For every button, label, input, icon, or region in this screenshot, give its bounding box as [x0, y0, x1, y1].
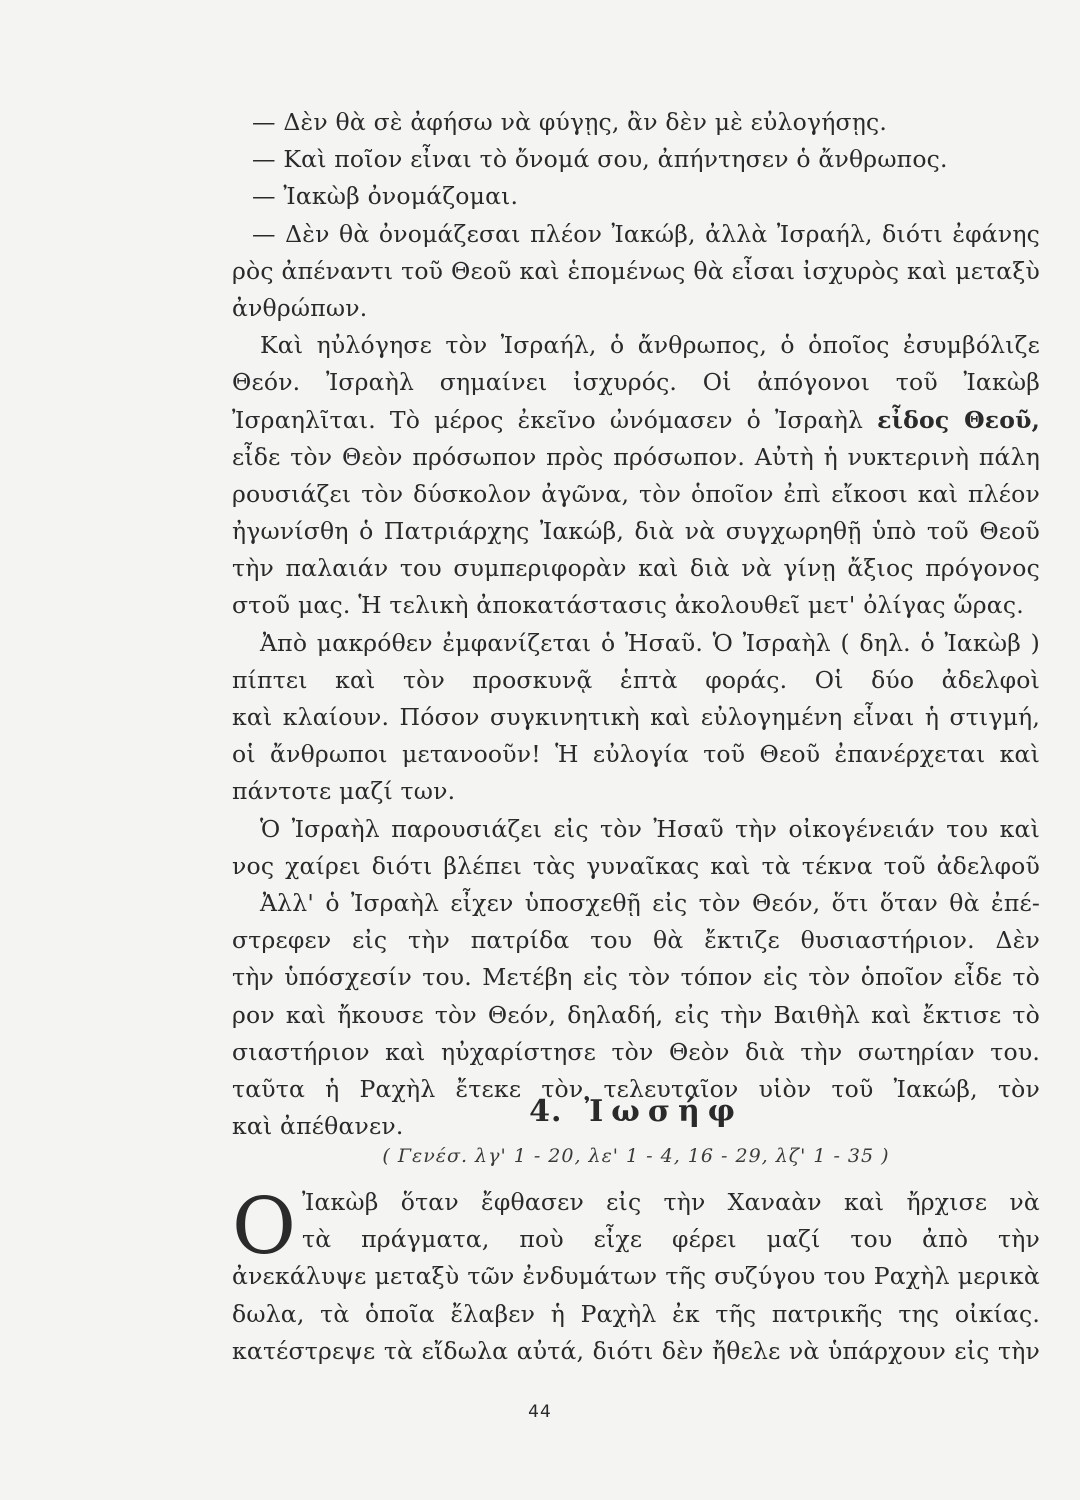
text-line: Ἀλλ' ὁ Ἰσραὴλ εἶχεν ὑποσχεθῇ εἰς τὸν Θεόν, ὅτι ὅταν θὰ ἐπέ-	[260, 888, 1040, 917]
text-line: τὴν ὑπόσχεσίν του. Μετέβη εἰς τὸν τόπον εἰς τὸν ὁποῖον εἶδε τὸ	[232, 963, 1040, 992]
text-line: νος χαίρει διότι βλέπει τὰς γυναῖκας καὶ τὰ τέκνα τοῦ ἀδελφοῦ	[232, 851, 1040, 880]
text-line: καὶ κλαίουν. Πόσον συγκινητικὴ καὶ εὐλογημένη εἶναι ἡ στιγμή,	[232, 703, 1040, 731]
text-line: κατέστρεψε τὰ εἴδωλα αὐτά, διότι δὲν ἤθελε νὰ ὑπάρχουν εἰς τὴν	[232, 1336, 1040, 1365]
text-line: Ὁ Ἰσραὴλ παρουσιάζει εἰς τὸν Ἠσαῦ τὴν οἰκογένειάν του καὶ	[260, 814, 1040, 843]
text-segment: Ἰσραηλῖται. Τὸ μέρος ἐκεῖνο ὠνόμασεν ὁ Ἰσραὴλ	[232, 405, 864, 434]
section-title: Ἰωσήφ	[584, 1094, 743, 1129]
text-line: ρουσιάζει τὸν δύσκολον ἀγῶνα, τὸν ὁποῖον ἐπὶ εἴκοσι καὶ πλέον	[232, 479, 1040, 508]
text-line: στοῦ μας. Ἡ τελικὴ ἀποκατάστασις ἀκολουθεῖ μετ' ὀλίγας ὥρας.	[232, 591, 1024, 620]
text-line: πίπτει καὶ τὸν προσκυνᾷ ἑπτὰ φοράς. Οἱ δύο ἀδελφοὶ	[232, 665, 1040, 694]
text-line-with-bold	[232, 402, 1040, 439]
page-number: 44	[528, 1402, 552, 1422]
text-line: ρον καὶ ἤκουσε τὸν Θεόν, δηλαδή, εἰς τὴν Βαιθὴλ καὶ ἔκτισε τὸ	[232, 1000, 1040, 1029]
section-body-text	[232, 1184, 1040, 1370]
text-line: ἀνθρώπων.	[232, 293, 368, 322]
text-line: πάντοτε μαζί των.	[232, 777, 456, 806]
body-text	[232, 104, 1040, 1145]
text-line: ρὸς ἀπέναντι τοῦ Θεοῦ καὶ ἑπομένως θὰ εἶσαι ἰσχυρὸς καὶ μεταξὺ	[232, 256, 1040, 285]
text-line: ἠγωνίσθη ὁ Πατριάρχης Ἰακώβ, διὰ νὰ συγχωρηθῇ ὑπὸ τοῦ Θεοῦ	[232, 517, 1040, 546]
text-line: τὴν παλαιάν του συμπεριφορὰν καὶ διὰ νὰ γίνῃ ἄξιος πρόγονος	[232, 554, 1040, 583]
text-line: Ἰακὼβ ὅταν ἔφθασεν εἰς τὴν Χαναὰν καὶ ἤρχισε νὰ	[302, 1188, 1040, 1216]
text-line: — Ἰακὼβ ὀνομάζομαι.	[252, 182, 519, 211]
text-line: Θεόν. Ἰσραὴλ σημαίνει ἰσχυρός. Οἱ ἀπόγονοι τοῦ Ἰακὼβ	[232, 368, 1040, 397]
section-heading	[232, 1090, 1040, 1134]
text-line: τὰ πράγματα, ποὺ εἶχε φέρει μαζί του ἀπὸ τὴν	[302, 1225, 1040, 1254]
drop-cap: Ο	[232, 1182, 297, 1272]
text-line: — Δὲν θὰ σὲ ἀφήσω νὰ φύγῃς, ἂν δὲν μὲ εὐλογήσῃς.	[252, 108, 888, 136]
text-line: καὶ ἀπέθανεν.	[232, 1112, 404, 1141]
text-line: — Καὶ ποῖον εἶναι τὸ ὄνομά σου, ἀπήντησεν ὁ ἄνθρωπος.	[252, 145, 948, 174]
bold-phrase: εἶδος Θεοῦ,	[877, 405, 1040, 434]
text-line: — Δὲν θὰ ὀνομάζεσαι πλέον Ἰακώβ, ἀλλὰ Ἰσραήλ, διότι ἐφάνης	[252, 219, 1040, 248]
text-line: οἱ ἄνθρωποι μετανοοῦν! Ἡ εὐλογία τοῦ Θεοῦ ἐπανέρχεται καὶ	[232, 740, 1040, 769]
text-line: ἀνεκάλυψε μεταξὺ τῶν ἐνδυμάτων τῆς συζύγου του Ραχὴλ μερικὰ	[232, 1262, 1040, 1291]
text-line: δωλα, τὰ ὁποῖα ἔλαβεν ἡ Ραχὴλ ἐκ τῆς πατρικῆς της οἰκίας.	[232, 1299, 1040, 1328]
text-line: Ἀπὸ μακρόθεν ἐμφανίζεται ὁ Ἠσαῦ. Ὁ Ἰσραὴλ ( δηλ. ὁ Ἰακὼβ )	[260, 628, 1040, 657]
section-number: 4.	[529, 1094, 563, 1129]
text-line: Καὶ ηὐλόγησε τὸν Ἰσραήλ, ὁ ἄνθρωπος, ὁ ὁποῖος ἐσυμβόλιζε	[260, 331, 1040, 360]
text-line: εἶδε τὸν Θεὸν πρόσωπον πρὸς πρόσωπον. Αὐτὴ ἡ νυκτερινὴ πάλη	[232, 442, 1040, 471]
scripture-reference: ( Γενέσ. λγ' 1 - 20, λε' 1 - 4, 16 - 29, λζ' 1 - 35 )	[382, 1145, 890, 1167]
text-line: στρεφεν εἰς τὴν πατρίδα του θὰ ἔκτιζε θυσιαστήριον. Δὲν	[232, 926, 1040, 955]
text-line: σιαστήριον καὶ ηὐχαρίστησε τὸν Θεὸν διὰ τὴν σωτηρίαν του.	[232, 1037, 1040, 1066]
text-line: ταῦτα ἡ Ραχὴλ ἔτεκε τὸν τελευταῖον υἱὸν τοῦ Ἰακώβ, τὸν	[232, 1074, 1040, 1103]
